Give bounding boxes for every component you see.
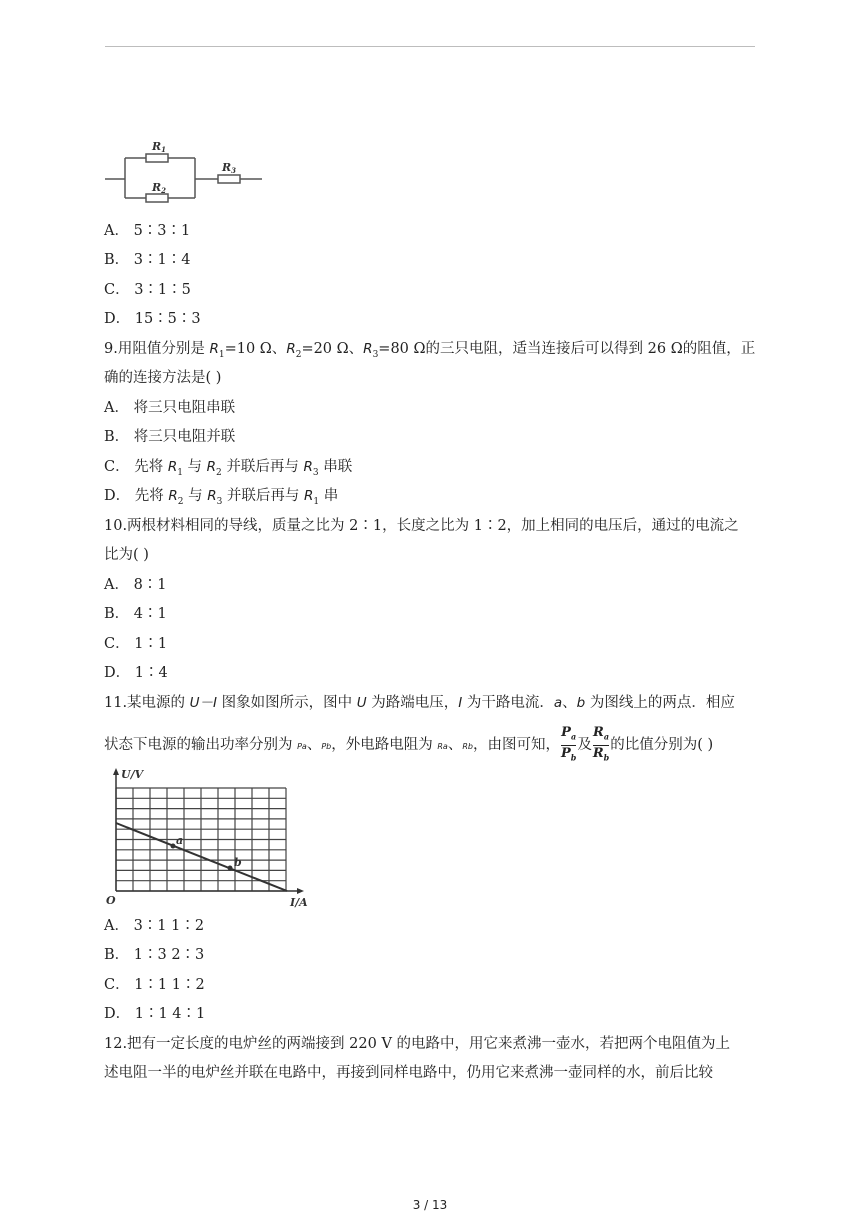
q10-stem-line2: 比为( ) <box>104 547 149 563</box>
ui-graph <box>100 766 315 910</box>
fraction-ra-rb: $\frac{R_a}{R_b}$ <box>592 725 610 763</box>
q9-stem-line1: 9.用阻值分别是 $R_1=10$ Ω、$R_2=20$ Ω、$R_3=80$ Ω的三只电阻，适当连接后可以得到 26 Ω的阻值，正 <box>104 341 756 360</box>
q8-option-b: B． 3∶1∶4 <box>104 252 191 268</box>
point-b-label: b <box>234 856 242 869</box>
q9-option-d: D． 先将 $R_2$ 与 $R_3$ 并联后再与 $R_1$ 串 <box>104 488 339 507</box>
origin-label: O <box>106 894 116 907</box>
q11-option-b: B． 1∶3 2∶3 <box>104 947 205 963</box>
q11-option-d: D． 1∶1 4∶1 <box>104 1006 206 1022</box>
x-axis-label: I/A <box>290 896 308 909</box>
q12-stem-line1: 12.把有一定长度的电炉丝的两端接到 220 V 的电路中，用它来煮沸一壶水，若把两个电阻值为上 <box>104 1036 731 1052</box>
q10-option-a: A． 8∶1 <box>104 577 167 593</box>
q10-stem-line1: 10.两根材料相同的导线，质量之比为 2∶1，长度之比为 1∶2，加上相同的电压后，通过的电流之 <box>104 518 739 534</box>
q8-option-d: D． 15∶5∶3 <box>104 311 201 327</box>
q8-option-a: A． 5∶3∶1 <box>104 223 191 239</box>
q11-option-c: C． 1∶1 1∶2 <box>104 977 205 993</box>
q10-option-b: B． 4∶1 <box>104 606 167 622</box>
q12-stem-line2: 述电阻一半的电炉丝并联在电路中，再接到同样电路中，仍用它来煮沸一壶同样的水，前后比较 <box>104 1065 713 1081</box>
q9-option-a: A． 将三只电阻串联 <box>104 400 236 416</box>
q11-option-a: A． 3∶1 1∶2 <box>104 918 205 934</box>
point-a-label: a <box>176 834 184 847</box>
q9-stem-line2: 确的连接方法是( ) <box>104 370 222 386</box>
y-axis-label: U/V <box>121 768 144 781</box>
fraction-pa-pb: $\frac{P_a}{P_b}$ <box>560 725 577 763</box>
q11-stem-line2: 状态下电源的输出功率分别为 Pa、Pb，外电路电阻为 Ra、Rb，由图可知， $\frac{P_a}{P_b}$ 及 $\frac{R_a}{R_b}$ 的比值分别为( ) <box>104 725 713 765</box>
q10-option-d: D． 1∶4 <box>104 665 168 681</box>
label-r3: R3 <box>222 161 237 175</box>
label-r1: R1 <box>152 140 167 154</box>
page-number: 3 / 13 <box>412 1198 448 1212</box>
q9-option-b: B． 将三只电阻并联 <box>104 429 236 445</box>
circuit-diagram <box>100 134 270 206</box>
label-r2: R2 <box>152 181 167 195</box>
q11-stem-line1: 11.某电源的 U－I 图象如图所示，图中 U 为路端电压，I 为干路电流．a、b 为图线上的两点．相应 <box>104 695 735 711</box>
q9-option-c: C． 先将 $R_1$ 与 $R_2$ 并联后再与 $R_3$ 串联 <box>104 459 353 478</box>
q8-option-c: C． 3∶1∶5 <box>104 282 191 298</box>
q10-option-c: C． 1∶1 <box>104 636 168 652</box>
header-rule <box>105 46 755 47</box>
